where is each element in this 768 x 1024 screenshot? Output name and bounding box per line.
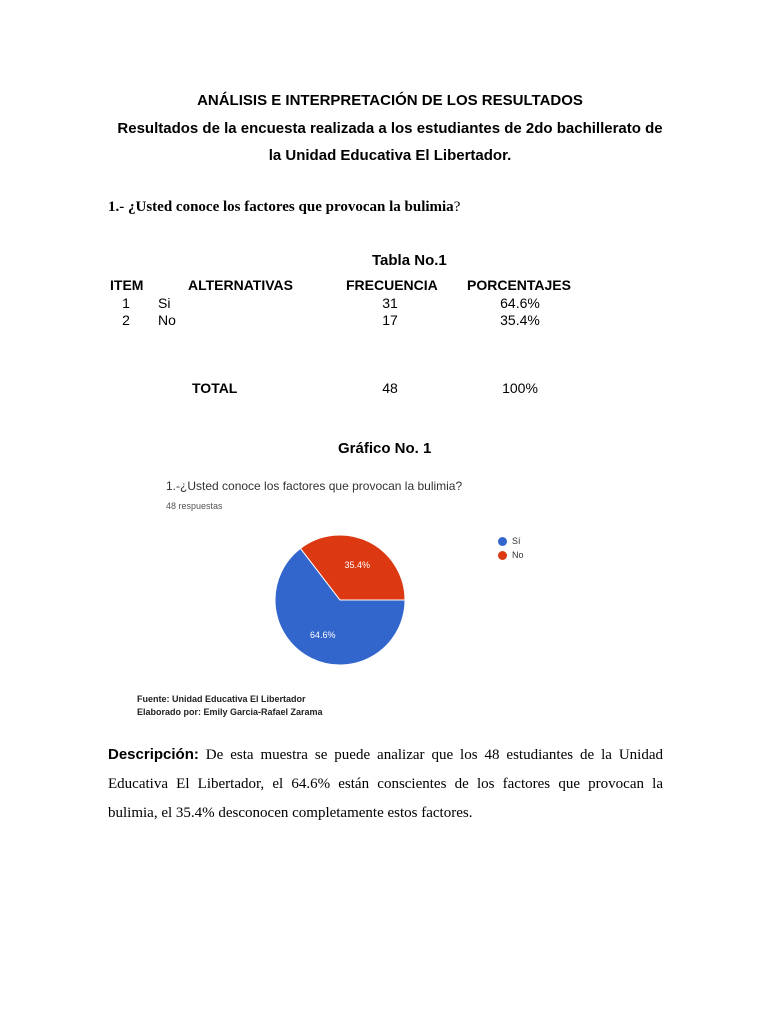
table-row-1-frecuencia: 31 <box>382 295 398 311</box>
table-header-alternativas: ALTERNATIVAS <box>188 277 293 293</box>
table-row-1-porcentaje: 64.6% <box>500 295 540 311</box>
table-header-frecuencia: FRECUENCIA <box>346 277 438 293</box>
table-header-porcentajes: PORCENTAJES <box>467 277 571 293</box>
chart-subtitle: 48 respuestas <box>166 501 223 511</box>
legend-item-no <box>498 550 524 560</box>
table-row-2-porcentaje: 35.4% <box>500 312 540 328</box>
chart-title: 1.-¿Usted conoce los factores que provocan la bulimia? <box>166 479 463 493</box>
pie-label-si: 64.6% <box>309 629 336 640</box>
description-text: De esta muestra se puede analizar que los 48 estudiantes de la Unidad Educativa El Libertador, el 64.6% están conscientes de los factores que provocan la bulimia, el 35.4% desconocen completamente estos factores. <box>108 747 663 821</box>
table-row-2-alternativa: No <box>158 312 176 328</box>
table-row-2-frecuencia: 17 <box>382 312 398 328</box>
source-fuente: Fuente: Unidad Educativa El Libertador <box>137 694 306 704</box>
legend-label-no: No <box>512 550 524 560</box>
description-label: Descripción: <box>108 746 199 763</box>
page-subtitle-line1: Resultados de la encuesta realizada a los estudiantes de 2do bachillerato de <box>117 120 663 137</box>
question-number: 1.- <box>108 199 125 215</box>
table-total-frecuencia: 48 <box>382 380 398 396</box>
legend-label-si: Sí <box>512 536 521 546</box>
table-row-1-alternativa: Si <box>158 295 171 311</box>
pie-chart <box>152 470 607 680</box>
question <box>108 199 460 216</box>
pie-label-no: 35.4% <box>344 560 371 571</box>
table-total-label: TOTAL <box>192 380 238 396</box>
source-elaborado: Elaborado por: Emily Garcia-Rafael Zarama <box>137 707 323 717</box>
legend-dot-no <box>498 551 507 560</box>
table-total-porcentaje: 100% <box>502 380 538 396</box>
chart-section-title: Gráfico No. 1 <box>338 440 432 457</box>
question-mark: ? <box>453 199 461 215</box>
legend-dot-si <box>498 537 507 546</box>
page-subtitle-line2: la Unidad Educativa El Libertador. <box>268 147 512 164</box>
page-title: ANÁLISIS E INTERPRETACIÓN DE LOS RESULTADOS <box>197 92 583 109</box>
table-row-2-item: 2 <box>122 312 130 328</box>
table-title: Tabla No.1 <box>372 252 447 269</box>
table-row-1-item: 1 <box>122 295 130 311</box>
description <box>108 740 663 828</box>
pie-chart-card <box>152 470 607 680</box>
table-header-item: ITEM <box>110 277 144 293</box>
legend-item-si <box>498 536 521 546</box>
question-text: ¿Usted conoce los factores que provocan la bulimia <box>128 199 454 215</box>
